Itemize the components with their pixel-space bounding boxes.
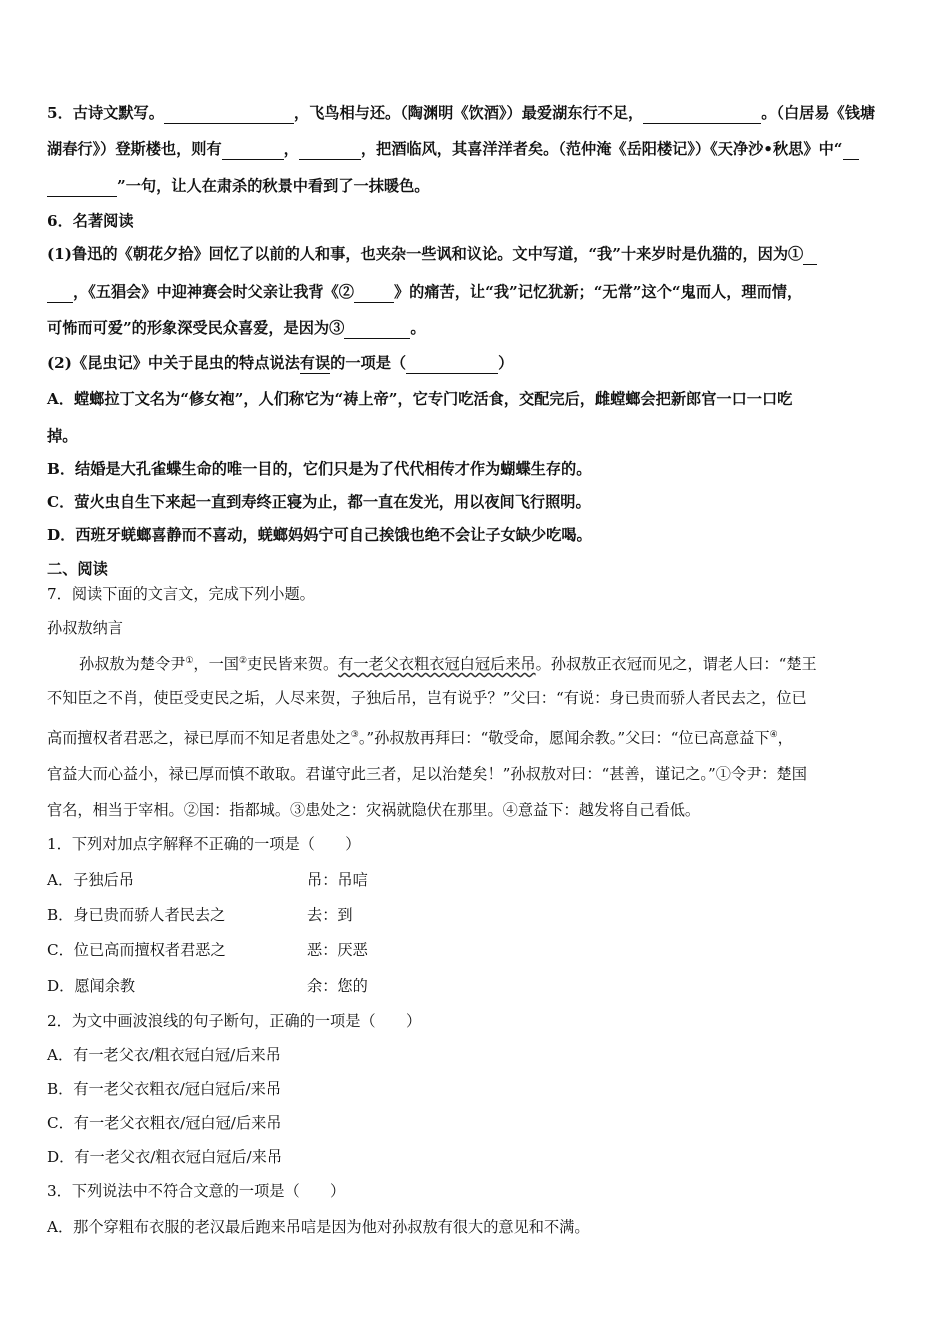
subq2-option-b: B．有一老父衣粗衣/冠白冠后/来吊 bbox=[47, 1080, 282, 1098]
passage-line-3: 高而擅权者君恶之，禄已厚而不知足者患处之③。”孙叔敖再拜曰：“敬受命，愿闻余教。”父曰：“位已高意益下④， bbox=[47, 729, 793, 748]
blank[interactable] bbox=[299, 139, 361, 160]
q7-intro: 7．阅读下面的文言文，完成下列小题。 bbox=[47, 585, 315, 603]
q6-p2: (2)《昆虫记》中关于昆虫的特点说法有误的一项是（ ） bbox=[47, 354, 514, 372]
subq3-stem: 3．下列说法中不符合文意的一项是（ ） bbox=[47, 1182, 346, 1200]
subq1-option-c: C．位已高而擅权者君恶之 恶：厌恶 bbox=[47, 941, 368, 959]
q6-option-c: C．萤火虫自生下来起一直到寿终正寝为止，都一直在发光，用以夜间飞行照明。 bbox=[47, 493, 591, 511]
passage-line-4: 官益大而心益小，禄已厚而慎不敢取。君谨守此三者，足以治楚矣！”孙叔敖对曰：“甚善，谨记之。”①令尹：楚国 bbox=[47, 765, 807, 783]
subq2-stem: 2．为文中画波浪线的句子断句，正确的一项是（ ） bbox=[47, 1012, 422, 1030]
passage-line-2: 不知臣之不肖，使臣受吏民之垢，人尽来贺，子独后吊，岂有说乎？”父曰：“有说：身已贵而骄人者民去之，位已 bbox=[47, 689, 807, 707]
subq2-option-d: D．有一老父衣/粗衣冠白冠后/来吊 bbox=[47, 1148, 283, 1166]
answer-blank[interactable] bbox=[406, 353, 498, 374]
passage-title: 孙叔敖纳言 bbox=[47, 619, 123, 637]
blank[interactable] bbox=[222, 139, 284, 160]
q6-option-b: B．结婚是大孔雀蝶生命的唯一目的，它们只是为了代代相传才作为蝴蝶生存的。 bbox=[47, 460, 592, 478]
subq2-option-c: C．有一老父衣粗衣/冠白冠/后来吊 bbox=[47, 1114, 282, 1132]
subq1-stem: 1．下列对加点字解释不正确的一项是（ ） bbox=[47, 835, 361, 853]
subq2-option-a: A．有一老父衣/粗衣冠白冠/后来吊 bbox=[47, 1046, 281, 1064]
passage-line-1: 孙叔敖为楚令尹①，一国②吏民皆来贺。有一老父衣粗衣冠白冠后来吊。孙叔敖正衣冠而见之，谓老人曰：“楚王 bbox=[79, 655, 817, 674]
q6-option-d: D．西班牙蜣螂喜静而不喜动，蜣螂妈妈宁可自己挨饿也绝不会让子女缺少吃喝。 bbox=[47, 526, 592, 544]
subq3-option-a: A．那个穿粗布衣服的老汉最后跑来吊唁是因为他对孙叔敖有很大的意见和不满。 bbox=[47, 1218, 590, 1236]
subq1-option-a: A．子独后吊 吊：吊唁 bbox=[47, 871, 368, 889]
wavy-sentence: 有一老父衣粗衣冠白冠后来吊 bbox=[338, 655, 536, 674]
q6-p1-line2: ，《五猖会》中迎神赛会时父亲让我背《② 》的痛苦，让“我”记忆犹新；“无常”这个“鬼而人，理而情， bbox=[47, 282, 802, 303]
blank[interactable] bbox=[354, 282, 394, 303]
q6-title: 6．名著阅读 bbox=[47, 212, 134, 230]
q5-line-2: 湖春行》）登斯楼也，则有 ， ，把酒临风，其喜洋洋者矣。（范仲淹《岳阳楼记》）《天净沙•秋思》中“ bbox=[47, 139, 859, 160]
passage-line-5: 官名，相当于宰相。②国：指都城。③患处之：灾祸就隐伏在那里。④意益下：越发将自己看低。 bbox=[47, 801, 701, 819]
blank[interactable] bbox=[843, 139, 859, 160]
q6-p1-line3: 可怖而可爱”的形象深受民众喜爱，是因为③ 。 bbox=[47, 319, 426, 337]
q6-option-a-line2: 掉。 bbox=[47, 427, 78, 445]
blank[interactable] bbox=[344, 318, 410, 339]
q5-line-1: 5．古诗文默写。 ，飞鸟相与还。（陶渊明《饮酒》）最爱湖东行不足， 。（白居易《钱塘 bbox=[47, 104, 876, 122]
blank[interactable] bbox=[164, 103, 294, 124]
blank[interactable] bbox=[47, 282, 73, 303]
blank[interactable] bbox=[643, 103, 761, 124]
blank[interactable] bbox=[803, 244, 817, 265]
q5-line-3: ”一句，让人在肃杀的秋景中看到了一抹暖色。 bbox=[47, 176, 430, 197]
subq1-option-b: B．身已贵而骄人者民去之 去：到 bbox=[47, 906, 353, 924]
q6-option-a-line1: A．螳螂拉丁文名为“修女袍”，人们称它为“祷上帝”，它专门吃活食，交配完后，雌螳螂会把新郎官一口一口吃 bbox=[47, 390, 793, 408]
err-emphasis: 有误 bbox=[299, 354, 331, 372]
section-heading: 二、阅读 bbox=[47, 560, 108, 578]
blank[interactable] bbox=[47, 176, 117, 197]
q6-p1-line1: (1)鲁迅的《朝花夕拾》回忆了以前的人和事，也夹杂一些讽和议论。文中写道，“我”十来岁时是仇猫的，因为① bbox=[47, 244, 817, 265]
subq1-option-d: D．愿闻余教 余：您的 bbox=[47, 977, 368, 995]
